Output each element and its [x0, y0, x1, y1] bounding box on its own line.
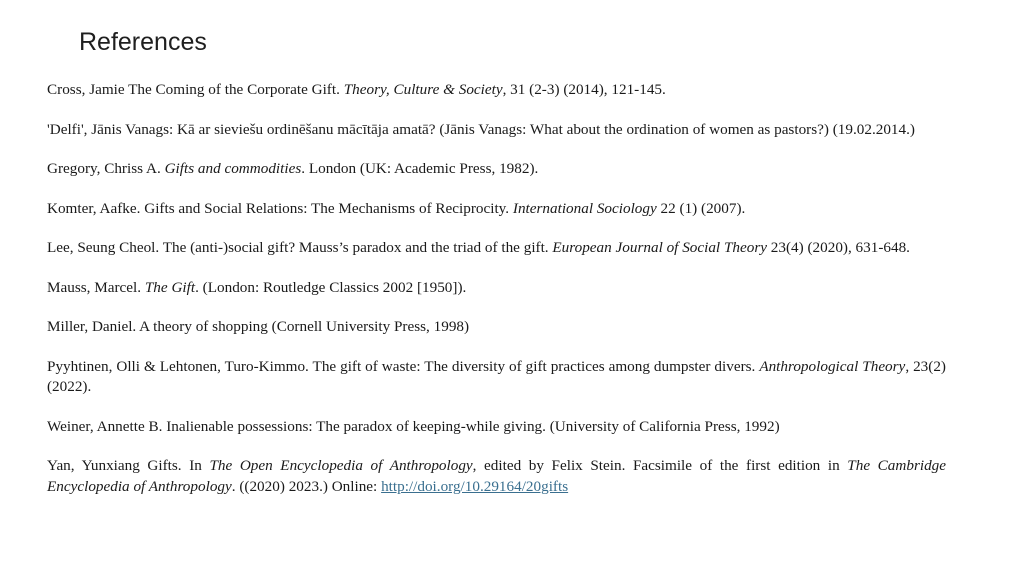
reference-text: Yan, Yunxiang Gifts. In: [47, 457, 210, 474]
reference-text: Miller, Daniel. A theory of shopping (Cornell University Press, 1998): [47, 318, 470, 335]
reference-text: Gregory, Chriss A.: [47, 160, 165, 177]
reference-text: . (London: Routledge Classics 2002 [1950]).: [195, 278, 467, 296]
reference-list: [47, 80, 946, 497]
reference-item: [47, 199, 946, 220]
reference-text: Komter, Aafke. Gifts and Social Relations: The Mechanisms of Reciprocity.: [47, 199, 513, 217]
reference-item: [47, 456, 946, 497]
reference-link[interactable]: http://doi.org/10.29164/20gifts: [381, 477, 569, 495]
reference-text: , 23(2) (2022).: [47, 357, 946, 395]
reference-source-title: International Sociology: [512, 199, 657, 217]
page-title: References: [79, 28, 207, 56]
reference-source-title: Anthropological Theory: [759, 357, 906, 375]
reference-item: [47, 80, 946, 101]
reference-item: [47, 120, 946, 141]
reference-text: 'Delfi', Jānis Vanags: Kā ar sieviešu ordinēšanu mācītāja amatā? (Jānis Vanags: What about the ordination of women as pastors?) (19.02.2014.): [47, 120, 915, 138]
reference-item: [47, 238, 946, 259]
reference-source-title: The Gift: [144, 278, 196, 296]
reference-text: 22 (1) (2007).: [656, 199, 746, 217]
reference-source-title: Theory, Culture & Society: [343, 81, 503, 98]
reference-item: [47, 317, 946, 338]
reference-item: [47, 159, 946, 180]
reference-text: Weiner, Annette B. Inalienable possessions: The paradox of keeping-while giving. (University of California Press, 1992): [47, 417, 780, 435]
reference-text: Lee, Seung Cheol. The (anti-)social gift? Mauss’s paradox and the triad of the gift.: [47, 239, 553, 256]
reference-source-title: Gifts and commodities: [164, 160, 302, 177]
reference-text: 23(4) (2020), 631-648.: [766, 239, 910, 256]
reference-item: [47, 278, 946, 299]
reference-text: Cross, Jamie The Coming of the Corporate Gift.: [47, 81, 344, 98]
reference-text: , 31 (2-3) (2014), 121-145.: [502, 81, 666, 98]
reference-text: Pyyhtinen, Olli & Lehtonen, Turo-Kimmo. The gift of waste: The diversity of gift practices among dumpster divers.: [47, 357, 760, 375]
reference-text: . London (UK: Academic Press, 1982).: [301, 160, 539, 177]
reference-item: [47, 357, 946, 398]
reference-item: [47, 417, 946, 438]
reference-source-title: European Journal of Social Theory: [552, 239, 767, 256]
reference-text: . ((2020) 2023.) Online:: [231, 477, 382, 495]
reference-text: , edited by Felix Stein. Facsimile of the first edition in: [472, 457, 848, 474]
reference-text: Mauss, Marcel.: [47, 278, 145, 296]
reference-source-title: The Cambridge Encyclopedia of Anthropology: [47, 457, 947, 495]
reference-source-title: The Open Encyclopedia of Anthropology: [209, 457, 473, 474]
